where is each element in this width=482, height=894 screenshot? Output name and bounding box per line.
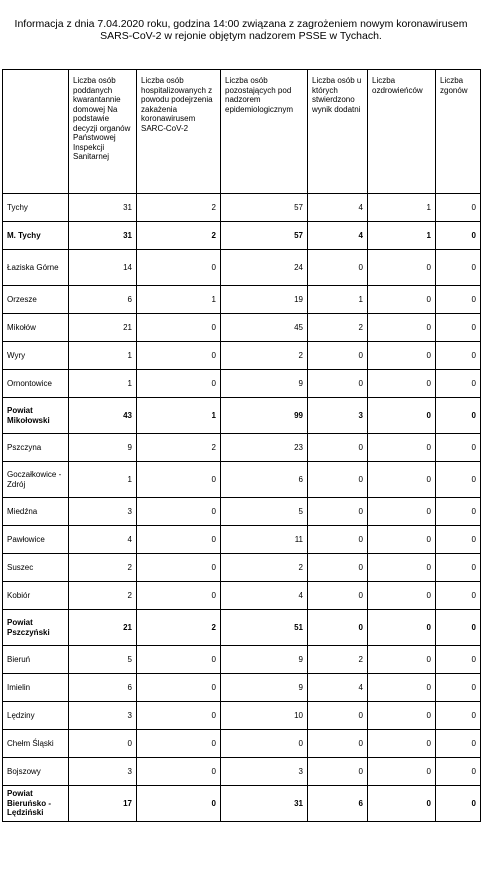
cell-quarantine: 21	[69, 610, 137, 646]
cell-recovered: 0	[368, 462, 436, 498]
document-title	[10, 18, 472, 42]
row-location-name: Mikołów	[3, 314, 69, 342]
cell-surveillance: 51	[221, 610, 308, 646]
table-row	[3, 314, 481, 342]
cell-surveillance: 24	[221, 250, 308, 286]
table-row	[3, 582, 481, 610]
header-cell-positive: Liczba osób u których stwierdzono wynik dodatni	[308, 70, 368, 194]
cell-surveillance: 11	[221, 526, 308, 554]
cell-hospitalized: 0	[137, 786, 221, 822]
cell-positive: 0	[308, 526, 368, 554]
row-location-name: Powiat Pszczyński	[3, 610, 69, 646]
table-row	[3, 286, 481, 314]
cell-deaths: 0	[436, 194, 481, 222]
cell-recovered: 0	[368, 730, 436, 758]
row-location-name: Wyry	[3, 342, 69, 370]
cell-deaths: 0	[436, 674, 481, 702]
covid-statistics-table	[2, 69, 481, 822]
table-row	[3, 398, 481, 434]
table-row	[3, 610, 481, 646]
cell-surveillance: 57	[221, 222, 308, 250]
cell-recovered: 0	[368, 314, 436, 342]
cell-quarantine: 2	[69, 554, 137, 582]
cell-hospitalized: 0	[137, 554, 221, 582]
cell-hospitalized: 1	[137, 398, 221, 434]
cell-recovered: 0	[368, 646, 436, 674]
cell-recovered: 0	[368, 434, 436, 462]
cell-quarantine: 4	[69, 526, 137, 554]
table-row	[3, 434, 481, 462]
cell-quarantine: 31	[69, 222, 137, 250]
row-location-name: M. Tychy	[3, 222, 69, 250]
cell-surveillance: 2	[221, 554, 308, 582]
row-location-name: Chełm Śląski	[3, 730, 69, 758]
cell-hospitalized: 2	[137, 194, 221, 222]
table-row	[3, 462, 481, 498]
cell-quarantine: 2	[69, 582, 137, 610]
cell-recovered: 0	[368, 554, 436, 582]
table-row	[3, 702, 481, 730]
cell-recovered: 0	[368, 582, 436, 610]
cell-surveillance: 3	[221, 758, 308, 786]
cell-deaths: 0	[436, 398, 481, 434]
cell-positive: 0	[308, 498, 368, 526]
cell-quarantine: 0	[69, 730, 137, 758]
cell-deaths: 0	[436, 582, 481, 610]
cell-positive: 6	[308, 786, 368, 822]
cell-surveillance: 2	[221, 342, 308, 370]
row-location-name: Goczałkowice - Zdrój	[3, 462, 69, 498]
cell-quarantine: 9	[69, 434, 137, 462]
row-location-name: Suszec	[3, 554, 69, 582]
cell-positive: 0	[308, 758, 368, 786]
header-cell-quarantine: Liczba osób poddanych kwarantannie domowej Na podstawie decyzji organów Państwowej Inspekcji Sanitarnej	[69, 70, 137, 194]
cell-quarantine: 3	[69, 758, 137, 786]
cell-deaths: 0	[436, 786, 481, 822]
row-location-name: Bieruń	[3, 646, 69, 674]
table-row	[3, 342, 481, 370]
cell-surveillance: 9	[221, 646, 308, 674]
row-location-name: Łaziska Górne	[3, 250, 69, 286]
row-location-name: Powiat Bieruńsko - Lędziński	[3, 786, 69, 822]
cell-hospitalized: 0	[137, 702, 221, 730]
cell-deaths: 0	[436, 498, 481, 526]
header-cell-hospitalized: Liczba osób hospitalizowanych z powodu podejrzenia zakażenia koronawirusem SARC-CoV-2	[137, 70, 221, 194]
cell-surveillance: 5	[221, 498, 308, 526]
table-row	[3, 250, 481, 286]
cell-quarantine: 6	[69, 286, 137, 314]
cell-positive: 0	[308, 554, 368, 582]
header-cell-location	[3, 70, 69, 194]
cell-deaths: 0	[436, 462, 481, 498]
row-location-name: Kobiór	[3, 582, 69, 610]
cell-quarantine: 6	[69, 674, 137, 702]
cell-hospitalized: 0	[137, 674, 221, 702]
cell-positive: 0	[308, 342, 368, 370]
table-row	[3, 498, 481, 526]
cell-positive: 0	[308, 610, 368, 646]
cell-deaths: 0	[436, 342, 481, 370]
row-location-name: Orzesze	[3, 286, 69, 314]
cell-deaths: 0	[436, 758, 481, 786]
table-row	[3, 674, 481, 702]
cell-quarantine: 1	[69, 462, 137, 498]
cell-positive: 0	[308, 434, 368, 462]
row-location-name: Tychy	[3, 194, 69, 222]
cell-quarantine: 14	[69, 250, 137, 286]
cell-hospitalized: 0	[137, 314, 221, 342]
cell-positive: 4	[308, 194, 368, 222]
cell-hospitalized: 0	[137, 730, 221, 758]
cell-hospitalized: 0	[137, 582, 221, 610]
cell-surveillance: 9	[221, 370, 308, 398]
row-location-name: Bojszowy	[3, 758, 69, 786]
cell-quarantine: 1	[69, 370, 137, 398]
cell-surveillance: 19	[221, 286, 308, 314]
table-row	[3, 370, 481, 398]
cell-positive: 0	[308, 702, 368, 730]
row-location-name: Pawłowice	[3, 526, 69, 554]
cell-hospitalized: 0	[137, 370, 221, 398]
header-cell-recovered: Liczba ozdrowieńców	[368, 70, 436, 194]
title-line-2: SARS-CoV-2 w rejonie objętym nadzorem PSSE w Tychach.	[100, 30, 382, 42]
cell-surveillance: 9	[221, 674, 308, 702]
table-header-row	[3, 70, 481, 194]
cell-positive: 2	[308, 314, 368, 342]
cell-positive: 0	[308, 582, 368, 610]
cell-deaths: 0	[436, 554, 481, 582]
table-row	[3, 786, 481, 822]
cell-quarantine: 3	[69, 498, 137, 526]
cell-recovered: 0	[368, 398, 436, 434]
cell-quarantine: 5	[69, 646, 137, 674]
cell-hospitalized: 2	[137, 434, 221, 462]
cell-deaths: 0	[436, 702, 481, 730]
cell-quarantine: 17	[69, 786, 137, 822]
cell-recovered: 1	[368, 222, 436, 250]
cell-surveillance: 99	[221, 398, 308, 434]
cell-quarantine: 1	[69, 342, 137, 370]
cell-deaths: 0	[436, 286, 481, 314]
table-row	[3, 646, 481, 674]
row-location-name: Lędziny	[3, 702, 69, 730]
table-row	[3, 758, 481, 786]
cell-recovered: 0	[368, 610, 436, 646]
row-location-name: Pszczyna	[3, 434, 69, 462]
cell-hospitalized: 1	[137, 286, 221, 314]
cell-positive: 1	[308, 286, 368, 314]
cell-recovered: 0	[368, 342, 436, 370]
table-row	[3, 222, 481, 250]
cell-hospitalized: 0	[137, 646, 221, 674]
cell-hospitalized: 0	[137, 758, 221, 786]
cell-positive: 4	[308, 674, 368, 702]
cell-hospitalized: 0	[137, 526, 221, 554]
table-row	[3, 554, 481, 582]
cell-deaths: 0	[436, 370, 481, 398]
cell-quarantine: 21	[69, 314, 137, 342]
cell-recovered: 0	[368, 758, 436, 786]
row-location-name: Ornontowice	[3, 370, 69, 398]
cell-positive: 0	[308, 370, 368, 398]
cell-quarantine: 3	[69, 702, 137, 730]
cell-hospitalized: 0	[137, 498, 221, 526]
table-row	[3, 194, 481, 222]
table-row	[3, 526, 481, 554]
cell-deaths: 0	[436, 250, 481, 286]
cell-recovered: 0	[368, 702, 436, 730]
cell-positive: 4	[308, 222, 368, 250]
cell-positive: 2	[308, 646, 368, 674]
cell-deaths: 0	[436, 526, 481, 554]
cell-hospitalized: 2	[137, 610, 221, 646]
cell-recovered: 0	[368, 286, 436, 314]
cell-positive: 0	[308, 250, 368, 286]
cell-quarantine: 43	[69, 398, 137, 434]
table-row	[3, 730, 481, 758]
cell-deaths: 0	[436, 610, 481, 646]
cell-surveillance: 4	[221, 582, 308, 610]
table-body	[3, 194, 481, 822]
cell-recovered: 1	[368, 194, 436, 222]
cell-surveillance: 45	[221, 314, 308, 342]
row-location-name: Imielin	[3, 674, 69, 702]
row-location-name: Powiat Mikołowski	[3, 398, 69, 434]
header-cell-deaths: Liczba zgonów	[436, 70, 481, 194]
cell-hospitalized: 0	[137, 250, 221, 286]
cell-surveillance: 0	[221, 730, 308, 758]
cell-surveillance: 6	[221, 462, 308, 498]
cell-recovered: 0	[368, 526, 436, 554]
title-line-1: Informacja z dnia 7.04.2020 roku, godzina 14:00 związana z zagrożeniem nowym koronawirusem	[14, 18, 468, 30]
cell-deaths: 0	[436, 222, 481, 250]
cell-deaths: 0	[436, 314, 481, 342]
cell-recovered: 0	[368, 370, 436, 398]
cell-deaths: 0	[436, 434, 481, 462]
cell-surveillance: 10	[221, 702, 308, 730]
cell-quarantine: 31	[69, 194, 137, 222]
cell-positive: 0	[308, 730, 368, 758]
cell-surveillance: 31	[221, 786, 308, 822]
cell-deaths: 0	[436, 730, 481, 758]
cell-hospitalized: 0	[137, 342, 221, 370]
row-location-name: Miedźna	[3, 498, 69, 526]
cell-recovered: 0	[368, 498, 436, 526]
cell-positive: 3	[308, 398, 368, 434]
cell-recovered: 0	[368, 786, 436, 822]
cell-hospitalized: 0	[137, 462, 221, 498]
cell-deaths: 0	[436, 646, 481, 674]
cell-recovered: 0	[368, 250, 436, 286]
cell-positive: 0	[308, 462, 368, 498]
cell-recovered: 0	[368, 674, 436, 702]
header-cell-surveillance: Liczba osób pozostających pod nadzorem epidemiologicznym	[221, 70, 308, 194]
cell-hospitalized: 2	[137, 222, 221, 250]
cell-surveillance: 23	[221, 434, 308, 462]
cell-surveillance: 57	[221, 194, 308, 222]
